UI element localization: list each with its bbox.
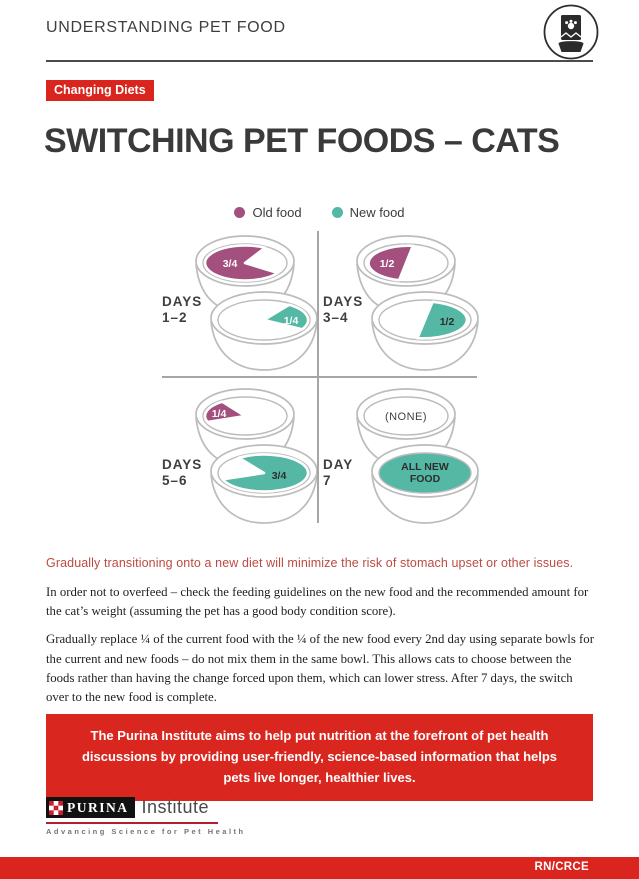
paragraph-replace: Gradually replace ¼ of the current food with the ¼ of the new food every 2nd day using separate bowls for the current and new foods – do not mix them in the same bowl. This allows cats to choose between the foods rather than having the change forced upon them, which can lower stress. After 7 days, the switch over to the new food is complete.: [46, 632, 594, 704]
quadrant-label-line2: 5–6: [162, 472, 188, 488]
svg-text:1/4: 1/4: [211, 408, 227, 420]
transition-diagram: [159, 228, 480, 534]
svg-text:1/2: 1/2: [439, 316, 455, 328]
legend: [0, 205, 639, 220]
quadrant-label-line1: DAYS: [162, 457, 203, 472]
diagram-quadrant-days-1-2: [159, 228, 319, 380]
purina-institute-callout: The Purina Institute aims to help put nutrition at the forefront of pet health discussions by providing user-friendly, science-based information that helps pets live longer, healthier lives.: [46, 714, 593, 801]
quadrant-label-line1: DAYS: [162, 294, 203, 309]
legend-label: New food: [349, 205, 405, 220]
quadrant-label: [162, 457, 202, 488]
purina-wordmark-box: [46, 797, 135, 818]
svg-text:1/4: 1/4: [283, 315, 299, 327]
quadrant-label-line2: 1–2: [162, 309, 188, 325]
header-title: UNDERSTANDING PET FOOD: [46, 19, 286, 36]
old-food-dot-icon: [234, 207, 245, 218]
quadrant-label-line1: DAY: [323, 457, 354, 472]
pet-food-bag-and-bowl-icon: [542, 3, 600, 66]
svg-text:FOOD: FOOD: [409, 473, 441, 485]
quadrant-label-line1: DAYS: [323, 294, 364, 309]
logo-tagline: Advancing Science for Pet Health: [46, 827, 246, 836]
diagram-quadrant-days-5-6: [159, 381, 319, 533]
section-badge: Changing Diets: [46, 80, 154, 101]
purina-wordmark: PURINA: [67, 799, 129, 815]
svg-text:1/2: 1/2: [379, 258, 395, 270]
quadrant-label-line2: 7: [323, 472, 332, 488]
legend-item-new-food: [332, 205, 405, 220]
page-title: SWITCHING PET FOODS – CATS: [44, 122, 560, 160]
footer-red-bar: [0, 857, 639, 879]
institute-wordmark: Institute: [141, 797, 210, 817]
quadrant-label-line2: 3–4: [323, 309, 349, 325]
legend-item-old-food: [234, 205, 301, 220]
footer-code: RN/CRCE: [534, 861, 589, 873]
legend-label: Old food: [252, 205, 302, 220]
purina-institute-logo: [46, 797, 246, 836]
quadrant-label: [162, 294, 202, 325]
svg-text:(NONE): (NONE): [384, 411, 428, 423]
diagram-horizontal-divider: [162, 376, 477, 378]
paragraph-overfeed: In order not to overfeed – check the feeding guidelines on the new food and the recommended amount for the cat’s weight (assuming the pet has a good body condition score).: [46, 585, 589, 619]
diagram-quadrant-days-3-4: [320, 228, 480, 380]
lead-sentence: Gradually transitioning onto a new diet will minimize the risk of stomach upset or other issues.: [46, 556, 574, 570]
svg-text:3/4: 3/4: [222, 258, 238, 270]
quadrant-label: [323, 457, 353, 488]
quadrant-label: [323, 294, 363, 325]
new-food-dot-icon: [332, 207, 343, 218]
svg-text:ALL NEW: ALL NEW: [401, 461, 449, 473]
diagram-quadrant-day-7: [320, 381, 480, 533]
checkerboard-icon: [49, 801, 63, 815]
logo-red-rule: [46, 822, 218, 824]
svg-text:3/4: 3/4: [271, 470, 287, 482]
header-divider: [46, 60, 593, 62]
